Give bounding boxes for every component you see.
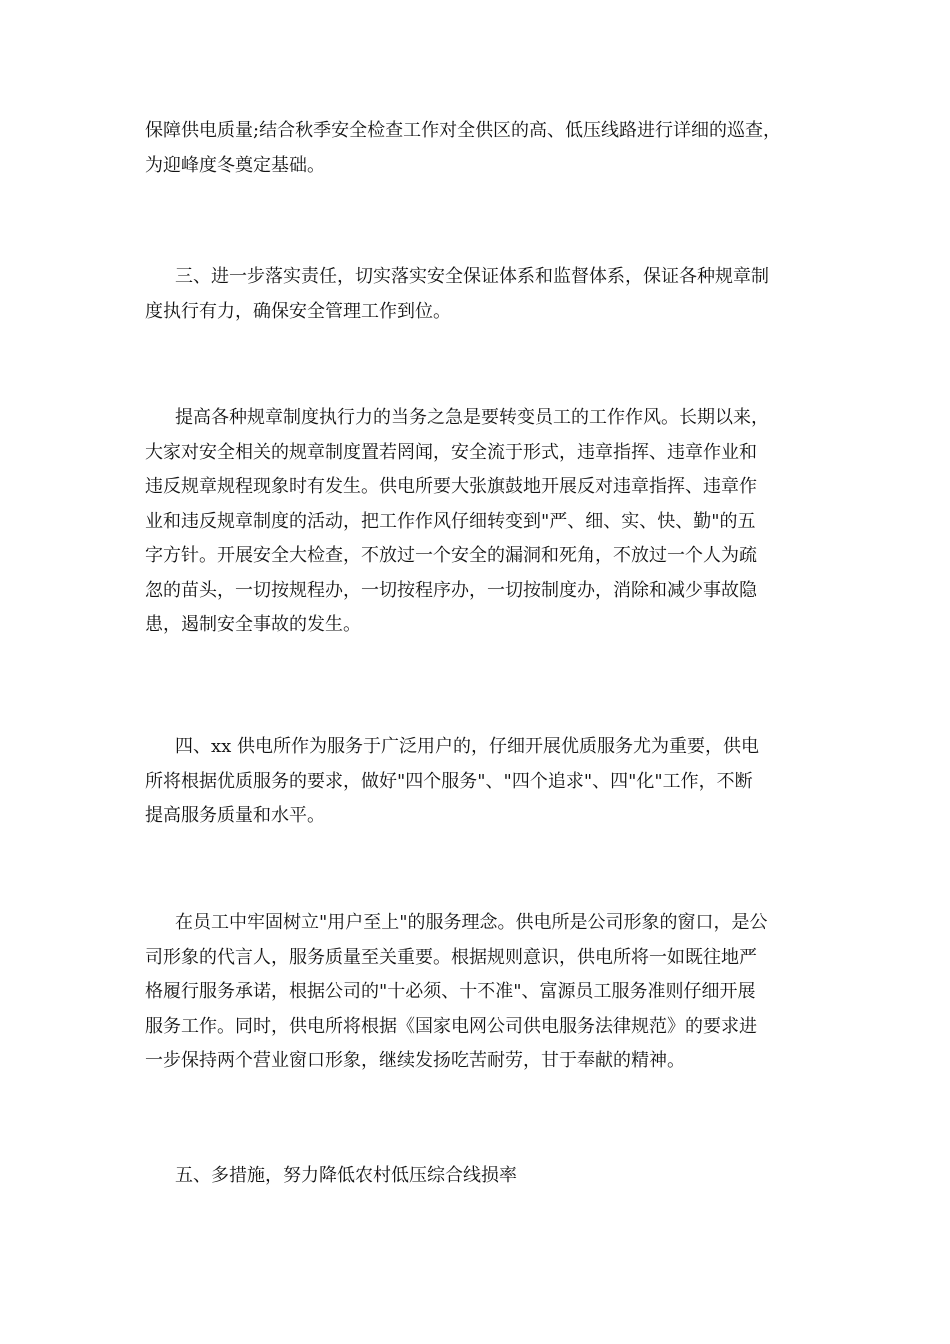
paragraph-continuation bbox=[145, 114, 815, 183]
text-line: 司形象的代言人，服务质量至关重要。根据规则意识，供电所将一如既往地严 bbox=[145, 946, 757, 968]
text-line: 业和违反规章制度的活动，把工作作风仔细转变到"严、细、实、快、勤"的五 bbox=[145, 510, 756, 532]
text-line: 服务工作。同时，供电所将根据《国家电网公司供电服务法律规范》的要求进 bbox=[145, 1015, 757, 1037]
text-line: 大家对安全相关的规章制度置若罔闻，安全流于形式，违章指挥、违章作业和 bbox=[145, 441, 757, 463]
section-heading-four bbox=[145, 730, 815, 834]
text-line: 提高各种规章制度执行力的当务之急是要转变员工的工作作风。长期以来， bbox=[175, 407, 769, 428]
text-line: 度执行有力，确保安全管理工作到位。 bbox=[145, 300, 451, 322]
text-line: 保障供电质量;结合秋季安全检查工作对全供区的高、低压线路进行详细的巡查， bbox=[145, 120, 782, 141]
text-line: 字方针。开展安全大检查，不放过一个安全的漏洞和死角，不放过一个人为疏 bbox=[145, 545, 757, 566]
text-line: 违反规章规程现象时有发生。供电所要大张旗鼓地开展反对违章指挥、违章作 bbox=[145, 476, 757, 497]
text-line: 为迎峰度冬奠定基础。 bbox=[145, 154, 325, 176]
text-line: 在员工中牢固树立"用户至上"的服务理念。供电所是公司形象的窗口，是公 bbox=[175, 912, 768, 933]
text-line: 三、进一步落实责任，切实落实安全保证体系和监督体系，保证各种规章制 bbox=[175, 266, 769, 287]
section-heading-three bbox=[145, 260, 815, 329]
text-line: 提高服务质量和水平。 bbox=[145, 805, 325, 826]
text-line: 四、xx 供电所作为服务于广泛用户的，仔细开展优质服务尤为重要，供电 bbox=[175, 736, 760, 757]
paragraph-service-concept bbox=[145, 906, 815, 1079]
text-line: 忽的苗头，一切按规程办，一切按程序办，一切按制度办，消除和减少事故隐 bbox=[145, 579, 757, 601]
text-line: 一步保持两个营业窗口形象，继续发扬吃苦耐劳，甘于奉献的精神。 bbox=[145, 1050, 685, 1071]
text-line: 所将根据优质服务的要求，做好"四个服务"、"四个追求"、四"化"工作，不断 bbox=[145, 770, 753, 792]
section-heading-five bbox=[145, 1159, 815, 1194]
text-line: 格履行服务承诺，根据公司的"十必须、十不准"、富源员工服务准则仔细开展 bbox=[145, 981, 756, 1002]
text-line: 患，遏制安全事故的发生。 bbox=[145, 614, 361, 635]
text-line: 五、多措施，努力降低农村低压综合线损率 bbox=[175, 1165, 517, 1186]
paragraph-regulations bbox=[145, 401, 815, 643]
